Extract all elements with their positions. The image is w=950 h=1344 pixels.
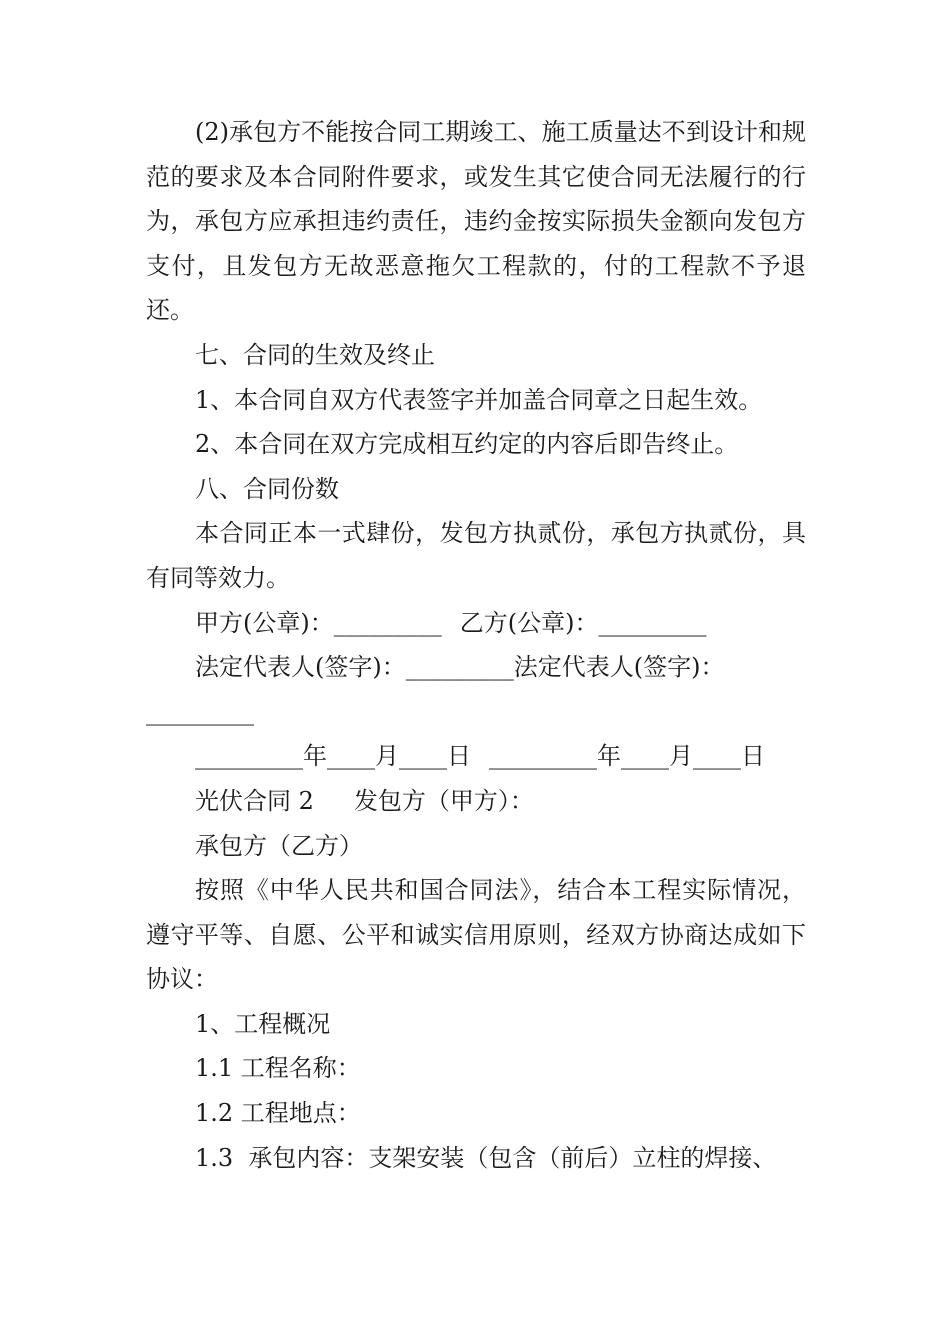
section-heading-copies: 八、合同份数 [195, 474, 339, 503]
employer-label: 发包方（甲方）： [353, 786, 534, 815]
project-location-item: 1.2 工程地点： [195, 1099, 361, 1128]
clause-breach-paragraph: (2)承包方不能按合同工期竣工、施工质量达不到设计和规范的要求及本合同附件要求，或发生其它使合同无法履行的行为，承包方应承担违约责任，违约金按实际损失金额向发包方支付，且发包方无故恶意拖欠工程款的，付的工程款不予退还。 [146, 118, 806, 325]
section-heading-overview: 1、工程概况 [195, 1009, 331, 1038]
seal-line [146, 601, 806, 646]
date-party-b: _________年____月____日 [489, 742, 765, 771]
intro-paragraph: 按照《中华人民共和国合同法》，结合本工程实际情况，遵守平等、自愿、公平和诚实信用原则，经双方协商达成如下协议： [146, 876, 806, 994]
clause-effect-1: 1、本合同自双方代表签字并加盖合同章之日起生效。 [195, 385, 763, 414]
representative-signature-line: _________ [146, 697, 254, 726]
clause-effect-2: 2、本合同在双方完成相互约定的内容后即告终止。 [195, 430, 739, 459]
clause-breach-block [146, 110, 806, 333]
second-contract-title: 光伏合同 2 [195, 786, 314, 815]
date-party-a: _________年____月____日 [195, 742, 471, 771]
party-b-seal: 乙方(公章)：_________ [459, 608, 707, 637]
party-a-seal: 甲方(公章)：_________ [195, 608, 442, 637]
party-b-representative: 法定代表人(签字)： [513, 653, 725, 682]
document-page [146, 110, 806, 1180]
second-contract-header [146, 779, 806, 824]
intro-block [146, 868, 806, 1002]
clause-copies-block [146, 511, 806, 600]
representative-line [146, 645, 806, 690]
clause-copies-paragraph: 本合同正本一式肆份，发包方执贰份，承包方执贰份，具有同等效力。 [146, 519, 806, 592]
contract-scope-item: 1.3 承包内容：支架安装（包含（前后）立柱的焊接、 [195, 1143, 777, 1172]
party-a-representative: 法定代表人(签字)：_________ [195, 653, 514, 682]
contractor-label: 承包方（乙方） [195, 831, 363, 860]
section-heading-effect: 七、合同的生效及终止 [195, 340, 435, 369]
project-name-item: 1.1 工程名称： [195, 1054, 361, 1083]
date-line [146, 734, 806, 779]
